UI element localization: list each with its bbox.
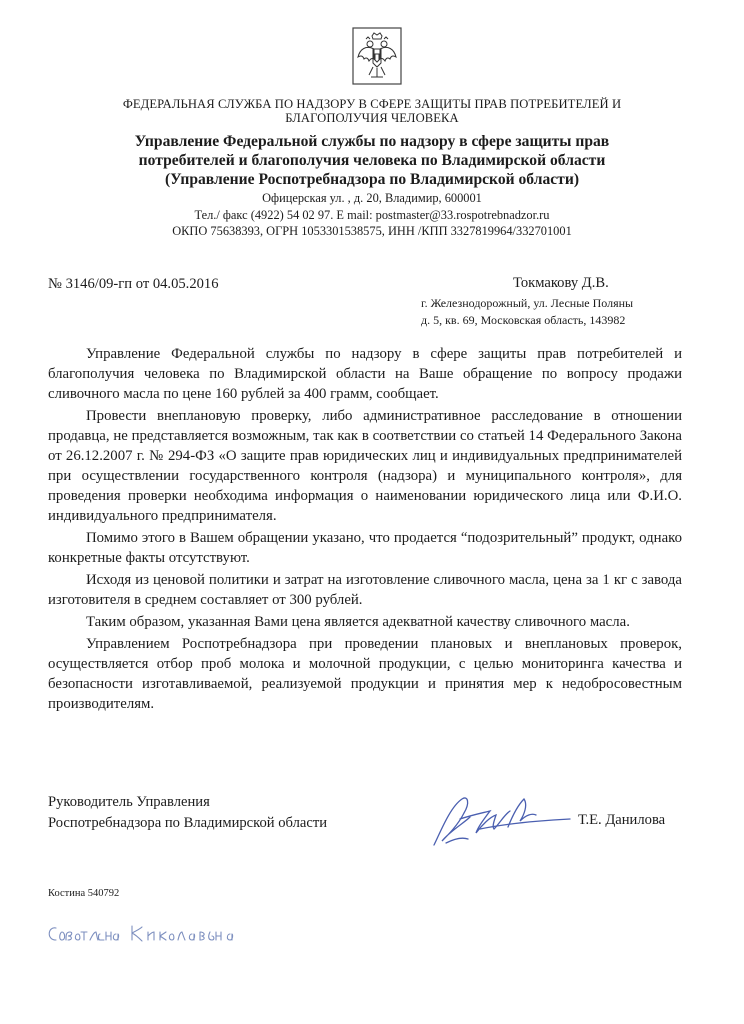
agency-line-2: БЛАГОПОЛУЧИЯ ЧЕЛОВЕКА: [285, 111, 459, 125]
agency-line-1: ФЕДЕРАЛЬНАЯ СЛУЖБА ПО НАДЗОРУ В СФЕРЕ ЗАЩИТЫ ПРАВ ПОТРЕБИТЕЛЕЙ И: [122, 97, 622, 111]
phone-email: Тел./ факс (4922) 54 02 97. E mail: postmaster@33.rospotrebnadzor.ru: [194, 207, 550, 222]
addressee-address: [421, 295, 633, 328]
addressee-address-line-2: д. 5, кв. 69, Московская область, 143982: [421, 312, 626, 327]
paragraph-2: Провести внеплановую проверку, либо административное расследование в отношении продавца, не представляется возможным, так как в соответствии со статьей 14 Федерального Закона от 26.12.2007 г. № 294-ФЗ «О защите прав юридических лиц и индивидуальных предпринимателей при осуществлении государственного контроля (надзора) и муниципального контроля», для проведения проверки необходима информация о наименовании юридического лица или Ф.И.О. индивидуального предпринимателя.: [48, 408, 682, 524]
office-title-line-2: потребителей и благополучия человека по Владимирской области: [138, 152, 606, 169]
signatory-title: [48, 792, 327, 834]
paragraph-4: Исходя из ценовой политики и затрат на изготовление сливочного масла, цена за 1 кг с завода изготовителя в среднем составляет от 300 рублей.: [48, 572, 682, 608]
office-title-line-1: Управление Федеральной службы по надзору в сфере защиты прав: [134, 133, 610, 150]
paragraph-1: Управление Федеральной службы по надзору в сфере защиты прав потребителей и благополучия человека по Владимирской области на Ваше обращение по вопросу продажи сливочного масла по цене 160 рублей за 400 грамм, сообщает.: [48, 346, 682, 402]
document-reference: № 3146/09-гп от 04.05.2016: [48, 276, 219, 292]
executor-note: Костина 540792: [48, 888, 120, 899]
agency-heading: [40, 97, 704, 125]
handwritten-signature-icon: [420, 785, 580, 865]
signer-name: Т.Е. Данилова: [578, 812, 666, 828]
registry-codes: ОКПО 75638393, ОГРН 1053301538575, ИНН /КПП 3327819964/332701001: [172, 224, 572, 238]
paragraph-5: Таким образом, указанная Вами цена является адекватной качеству сливочного масла.: [86, 614, 630, 630]
addressee-name: Токмакову Д.В.: [513, 275, 609, 291]
addressee-address-line-1: г. Железнодорожный, ул. Лесные Поляны: [421, 296, 634, 310]
signatory-title-line-1: Руководитель Управления: [48, 794, 210, 810]
office-title: [40, 132, 704, 189]
contact-details: [40, 190, 704, 240]
coat-of-arms-icon: [352, 27, 402, 85]
handwritten-note-icon: [44, 918, 254, 950]
signatory-title-line-2: Роспотребнадзора по Владимирской области: [48, 815, 328, 831]
paragraph-3: Помимо этого в Вашем обращении указано, что продается “подозрительный” продукт, однако конкретные факты отсутствуют.: [48, 530, 682, 566]
office-address: Офицерская ул. , д. 20, Владимир, 600001: [262, 191, 482, 205]
letter-body: [48, 344, 682, 716]
office-title-line-3: (Управление Роспотребнадзора по Владимирской области): [164, 171, 580, 188]
paragraph-6: Управлением Роспотребнадзора при проведении плановых и внеплановых проверок, осуществляется отбор проб молока и молочной продукции, с целью мониторинга качества и безопасности изготавливаемой, реализуемой продукции и принятия мер к недобросовестным производителям.: [48, 636, 682, 712]
